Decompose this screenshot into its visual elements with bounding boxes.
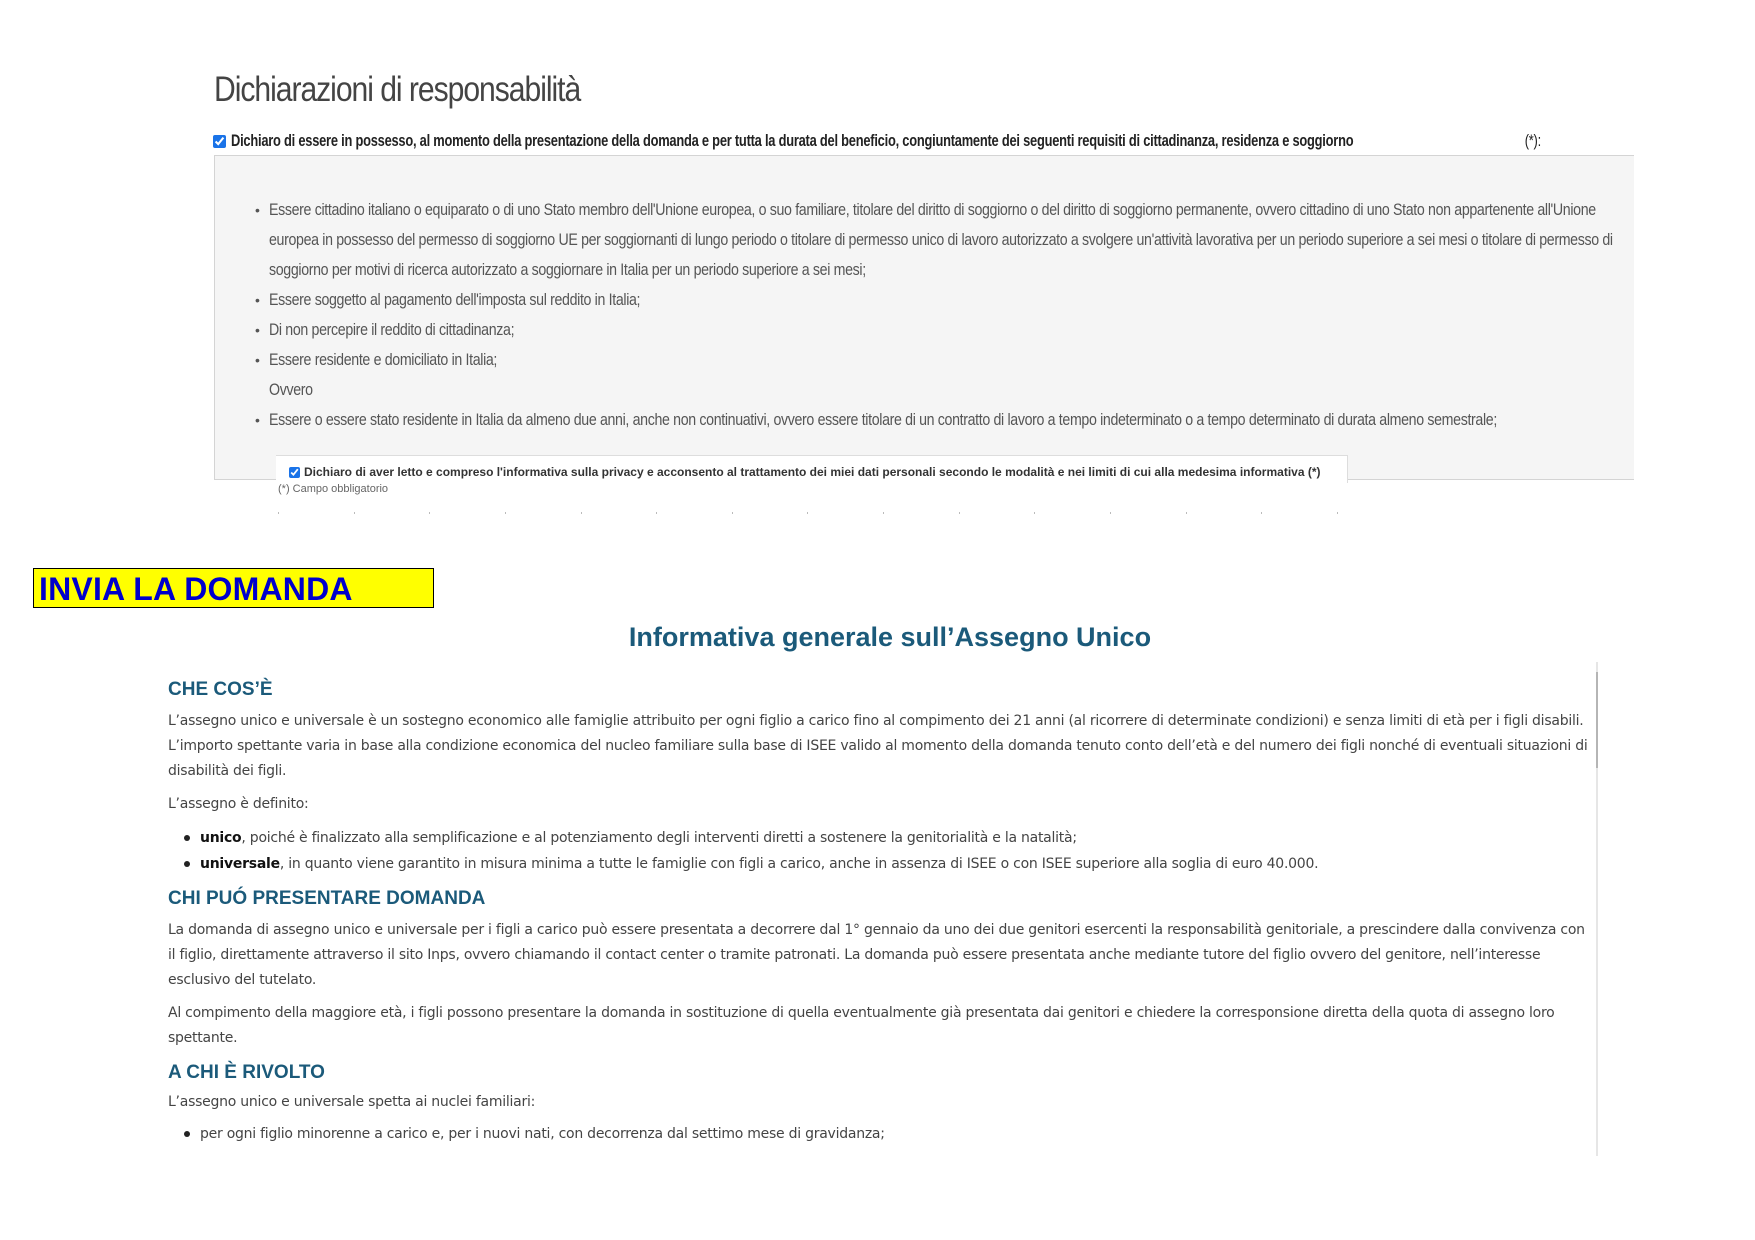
requirement-item: • Di non percepire il reddito di cittadinanza; (256, 315, 1636, 345)
paragraph: Al compimento della maggiore età, i figli possono presentare la domanda in sostituzione di quella eventualmente già presentata dai genitori e chiedere la corresponsione diretta della quota di assegno loro spettante. (168, 1005, 1555, 1046)
section-heading-who-can-apply: CHI PUÓ PRESENTARE DOMANDA (168, 888, 486, 909)
requirement-item: • Essere o essere stato residente in Italia da almeno due anni, anche non continuativi, ovvero essere titolare di un contratto di lavoro a tempo indeterminato o a tempo determinato di durata almeno semestrale; (256, 405, 1636, 435)
citizenship-requirements-label: Dichiaro di essere in possesso, al momento della presentazione della domanda e per tutta la durata del beneficio, congiuntamente dei seguenti requisiti di cittadinanza, residenza e soggiorno (*): (231, 131, 1542, 150)
declarations-title: Dichiarazioni di responsabilità (214, 70, 581, 109)
section-heading-who-is-it-for: A CHI È RIVOLTO (168, 1062, 325, 1083)
paragraph: L’assegno è definito: (168, 796, 309, 812)
privacy-consent-label: Dichiaro di aver letto e compreso l'informativa sulla privacy e acconsento al trattamento dei miei dati personali secondo le modalità e nei limiti di cui alla medesima informativa (*) (304, 465, 1321, 479)
info-title: Informativa generale sull’Assegno Unico (628, 622, 1152, 652)
section-heading-what-is: CHE COS’È (168, 679, 273, 700)
eligibility-list (168, 1121, 1596, 1147)
privacy-consent-checkbox[interactable] (289, 467, 300, 478)
list-item: universale, in quanto viene garantito in misura minima a tutte le famiglie con figli a carico, anche in assenza di ISEE o con ISEE superiore alla soglia di euro 40.000. (168, 851, 1596, 877)
send-application-label: INVIA LA DOMANDA (39, 571, 353, 607)
mandatory-field-note: (*) Campo obbligatorio (278, 483, 389, 495)
definition-list (168, 825, 1596, 877)
requirements-list (256, 195, 1636, 435)
required-marker: (*): (1524, 131, 1542, 150)
dotted-divider (278, 512, 1338, 514)
info-content (168, 676, 1596, 1147)
list-item: per ogni figlio minorenne a carico e, per i nuovi nati, con decorrenza dal settimo mese di gravidanza; (168, 1121, 1596, 1147)
requirement-item: • Essere residente e domiciliato in Italia; (256, 345, 1636, 375)
list-item: unico, poiché è finalizzato alla semplificazione e al potenziamento degli interventi diretti a sostenere la genitorialità e la natalità; (168, 825, 1596, 851)
citizenship-requirements-checkbox[interactable] (213, 135, 226, 148)
scrollbar-thumb[interactable] (1596, 672, 1598, 768)
send-application-banner (33, 568, 434, 608)
paragraph: L’assegno unico e universale spetta ai nuclei familiari: (168, 1094, 536, 1110)
paragraph: L’assegno unico e universale è un sostegno economico alle famiglie attribuito per ogni figlio a carico fino al compimento dei 21 anni (al ricorrere di determinate condizioni) e senza limiti di età per i figli disabili. L’importo spettante varia in base alla condizione economica del nucleo familiare sulla base di ISEE valido al momento della domanda tenuto conto dell’età e del numero dei figli nonché di eventuali situazioni di disabilità dei figli. (168, 713, 1588, 779)
paragraph: La domanda di assegno unico e universale per i figli a carico può essere presentata a decorrere dal 1° gennaio da uno dei due genitori esercenti la responsabilità genitoriale, a prescindere dalla convivenza con il figlio, direttamente attraverso il sito Inps, ovvero chiamando il contact center o tramite patronati. La domanda può essere presentata anche mediante tutore del figlio ovvero del genitore, nell’interesse esclusivo del tutelato. (168, 922, 1585, 988)
citizenship-requirements-checkbox-row[interactable] (213, 131, 1740, 151)
requirement-item: • Essere cittadino italiano o equiparato o di uno Stato membro dell'Unione europea, o suo familiare, titolare del diritto di soggiorno o del diritto di soggiorno permanente, ovvero cittadino di uno Stato non appartenente all'Unione europea in possesso del permesso di soggiorno UE per soggiornanti di lungo periodo o titolare di permesso unico di lavoro autorizzato a svolgere un'attività lavorativa per un periodo superiore a sei mesi o titolare di permesso di soggiorno per motivi di ricerca autorizzato a soggiornare in Italia per un periodo superiore a sei mesi; (256, 195, 1636, 285)
privacy-consent-checkbox-row[interactable] (289, 465, 1321, 479)
requirement-item: • Essere soggetto al pagamento dell'imposta sul reddito in Italia; (256, 285, 1636, 315)
requirement-or-separator: Ovvero (269, 381, 313, 399)
